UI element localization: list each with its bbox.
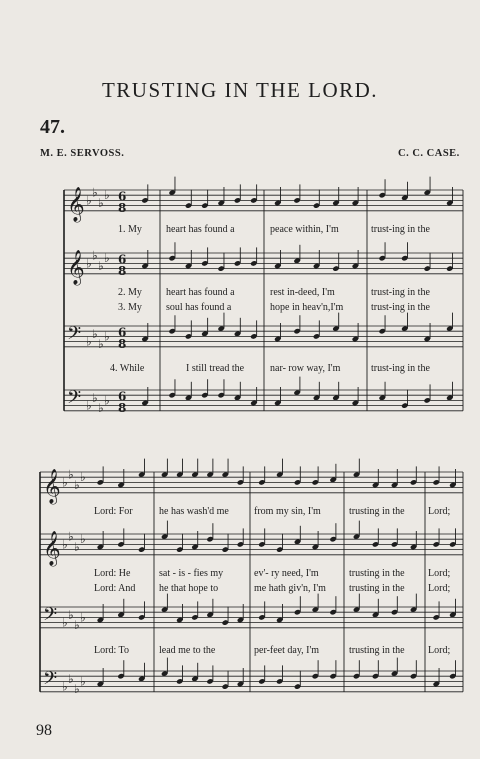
flat-icon: ♭ — [62, 537, 68, 552]
s1-v3-m3: hope in heav'n,I'm — [270, 302, 344, 313]
flat-icon: ♭ — [68, 467, 74, 482]
bass-clef-icon: 𝄢 — [43, 668, 58, 694]
s1-v1-m3: peace within, I'm — [270, 224, 339, 235]
s2-v3-m2: he that hope to — [159, 583, 219, 594]
s2-v4-m5: Lord; — [428, 645, 451, 656]
s1-v4-m3: nar- row way, I'm — [270, 363, 341, 374]
s1-v1-m2: heart has found a — [166, 224, 235, 235]
page-title: TRUSTING IN THE LORD. — [101, 78, 379, 102]
bass-clef-icon: 𝄢 — [67, 323, 82, 349]
s1-v3-m2: soul has found a — [166, 302, 232, 313]
flat-icon: ♭ — [62, 475, 68, 490]
s2-v3-m1: Lord: And — [94, 583, 136, 594]
flat-icon: ♭ — [74, 540, 80, 554]
s1-v2-m4: trust-ing in the — [371, 287, 430, 298]
time-signature-top: 6 — [118, 189, 127, 204]
time-signature-bottom: 8 — [118, 336, 127, 351]
flat-icon: ♭ — [86, 398, 92, 413]
s2-v1-m1: Lord: For — [94, 506, 133, 517]
flat-icon: ♭ — [80, 610, 86, 625]
treble-clef-icon: 𝄞 — [67, 249, 85, 285]
s1-v3-m1: 3. My — [118, 302, 142, 313]
flat-icon: ♭ — [86, 193, 92, 208]
treble-clef-icon: 𝄞 — [43, 468, 61, 504]
treble-clef-icon: 𝄞 — [67, 186, 85, 222]
flat-icon: ♭ — [74, 478, 80, 492]
flat-icon: ♭ — [92, 390, 98, 405]
s2-v1-m4: trusting in the — [349, 506, 405, 517]
flat-icon: ♭ — [92, 185, 98, 200]
hymn-number: 47. — [40, 116, 65, 138]
flat-icon: ♭ — [68, 607, 74, 622]
s1-v1-m4: trust-ing in the — [371, 224, 430, 235]
time-signature-top: 6 — [118, 389, 127, 404]
composer-credit: C. C. CASE. — [398, 148, 460, 159]
s2-v4-m3: per-feet day, I'm — [254, 645, 320, 656]
s2-v2-m5: Lord; — [428, 568, 451, 579]
flat-icon: ♭ — [92, 326, 98, 341]
s2-v1-m5: Lord; — [428, 506, 451, 517]
page-number: 98 — [36, 722, 52, 739]
s1-v4-m4: trust-ing in the — [371, 363, 430, 374]
flat-icon: ♭ — [74, 618, 80, 633]
flat-icon: ♭ — [104, 393, 110, 408]
bass-clef-icon: 𝄢 — [43, 604, 58, 630]
s2-v1-m3: from my sin, I'm — [254, 506, 321, 517]
flat-icon: ♭ — [68, 529, 74, 544]
s1-v2-m3: rest in-deed, I'm — [270, 287, 335, 298]
s2-v4-m1: Lord: To — [94, 645, 129, 656]
s2-v4-m2: lead me to the — [159, 645, 216, 656]
flat-icon: ♭ — [80, 674, 86, 689]
s2-v2-m4: trusting in the — [349, 568, 405, 579]
s1-v3-m4: trust-ing in the — [371, 302, 430, 313]
s2-v2-m1: Lord: He — [94, 568, 131, 579]
flat-icon: ♭ — [86, 334, 92, 349]
flat-icon: ♭ — [98, 401, 104, 416]
s2-v2-m3: ev'- ry need, I'm — [254, 568, 319, 579]
flat-icon: ♭ — [80, 532, 86, 547]
time-signature-bottom: 8 — [118, 263, 127, 278]
s1-v4-m1: 4. While — [110, 363, 145, 374]
s2-v3-m3: me hath giv'n, I'm — [254, 583, 326, 594]
flat-icon: ♭ — [74, 682, 80, 697]
flat-icon: ♭ — [86, 256, 92, 271]
s2-v3-m5: Lord; — [428, 583, 451, 594]
s2-v3-m4: trusting in the — [349, 583, 405, 594]
time-signature-bottom: 8 — [118, 200, 127, 215]
flat-icon: ♭ — [104, 329, 110, 344]
s1-v2-m2: heart has found a — [166, 287, 235, 298]
s1-v2-m1: 2. My — [118, 287, 142, 298]
flat-icon: ♭ — [92, 248, 98, 263]
flat-icon: ♭ — [98, 196, 104, 210]
s1-v1-m1: 1. My — [118, 224, 142, 235]
time-signature-top: 6 — [118, 252, 127, 267]
flat-icon: ♭ — [98, 259, 104, 273]
bass-clef-icon: 𝄢 — [67, 387, 82, 413]
time-signature-top: 6 — [118, 325, 127, 340]
flat-icon: ♭ — [62, 615, 68, 630]
s2-v2-m2: sat - is - fies my — [159, 568, 224, 579]
treble-clef-icon: 𝄞 — [43, 530, 61, 566]
flat-icon: ♭ — [98, 337, 104, 352]
s2-v1-m2: he has wash'd me — [159, 506, 229, 517]
flat-icon: ♭ — [68, 671, 74, 686]
s2-v4-m4: trusting in the — [349, 645, 405, 656]
lyricist-credit: M. E. SERVOSS. — [40, 148, 125, 159]
flat-icon: ♭ — [62, 679, 68, 694]
time-signature-bottom: 8 — [118, 400, 127, 415]
flat-icon: ♭ — [104, 251, 110, 266]
flat-icon: ♭ — [104, 188, 110, 203]
s1-v4-m2: I still tread the — [186, 363, 245, 374]
flat-icon: ♭ — [80, 470, 86, 485]
